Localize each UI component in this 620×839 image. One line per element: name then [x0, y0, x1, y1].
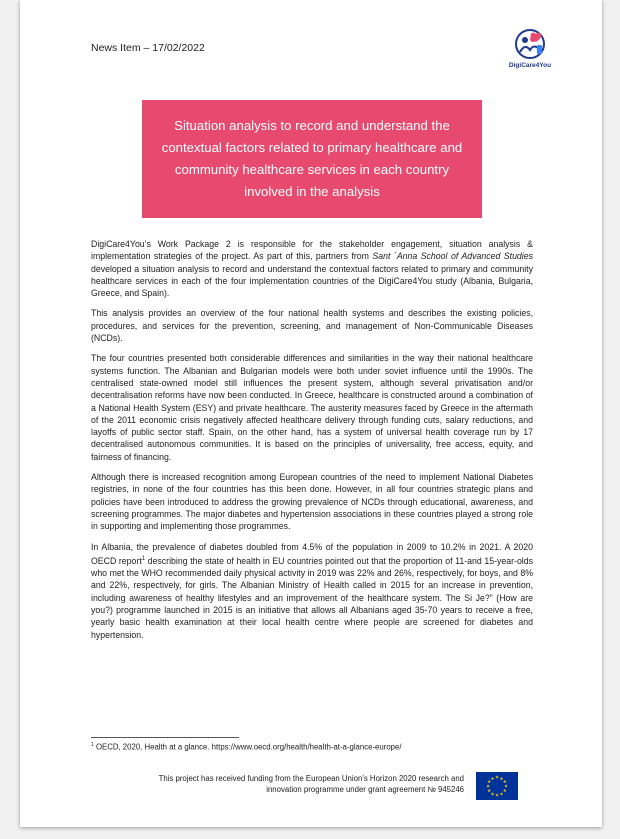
- eu-star-icon: ★: [490, 791, 495, 797]
- logo-emblem-icon: [514, 28, 546, 60]
- footnote-divider: [91, 737, 239, 738]
- paragraph-3: The four countries presented both considerable differences and similarities in the way their national healthcare systems function. The Albanian and Bulgarian models were both under soviet influence until the 1990s. The centralised state-owned model still influences the present system, although several privatisation and/or decentralisation reforms have now been conducted. In Greece, healthcare is constructed around a combination of a National Health System (ESY) and private healthcare. The austerity measures faced by Greece in the aftermath of the 2011 economic crisis negatively affected healthcare delivery through funding cuts, salary reductions, and layoffs of public sector staff. Spain, on the other hand, has a system of universal health coverage run by 17 decentralised autonomous communities. It is based on the principles of universality, free access, equity, and fairness of financing.: [91, 353, 533, 462]
- document-page: [20, 0, 602, 827]
- eu-star-icon: ★: [490, 775, 495, 781]
- eu-star-icon: ★: [487, 788, 492, 794]
- paragraph-5: In Albania, the prevalence of diabetes doubled from 4.5% of the population in 2009 to 10.2% in 2021. A 2020 OECD report$^1$ describing the state of health in EU countries pointed out that the proportion of 11-and 15-year-olds who met the WHO recommended daily physical activity in 2019 was 22% and 26%, respectively, for boys, and 8% and 22%, respectively, for girls. The Albanian Ministry of Health called in 2015 for an increase in prevention, including awareness of healthy lifestyles and an improvement of the healthcare system. The Si Je?” (How are you?) programme launched in 2015 is an initiative that allows all Albanians aged 35-70 years to receive a free, yearly basic health examination at their local health centre where people are screened for diabetes and hypertension.: [91, 541, 533, 640]
- eu-star-icon: ★: [487, 779, 492, 785]
- footnote: $^1$ OECD, 2020, Health at a glance. https://www.oecd.org/health/health-at-a-glance-europe/: [91, 742, 402, 752]
- eu-star-icon: ★: [494, 774, 500, 780]
- logo-text: DigiCare4You: [508, 62, 552, 69]
- footnote-reference: 1: [141, 555, 146, 562]
- eu-star-icon: ★: [494, 792, 500, 798]
- article-body: [91, 238, 533, 649]
- eu-star-icon: ★: [485, 783, 491, 789]
- institution-name: Sant ´Anna School of Advanced Studies: [372, 251, 533, 262]
- funding-statement: This project has received funding from the European Union’s Horizon 2020 research and innovation programme under grant agreement № 945246: [158, 774, 464, 794]
- paragraph-2: This analysis provides an overview of the four national health systems and describes the existing policies, procedures, and services for the prevention, screening, and management of Non-Communicable Diseases (NCDs).: [91, 308, 533, 344]
- eu-star-icon: ★: [499, 775, 504, 781]
- eu-star-icon: ★: [502, 788, 507, 794]
- news-date: News Item – 17/02/2022: [91, 42, 205, 54]
- paragraph-1: DigiCare4You’s Work Package 2 is responsible for the stakeholder engagement, situation analysis & implementation strategies of the project. As part of this, partners from Sant ´Anna School of Advanced Studies developed a situation analysis to record and understand the contextual factors related to primary and community healthcare services in each of the four implementation countries of the DigiCare4You study (Albania, Bulgaria, Greece, and Spain).: [91, 239, 533, 299]
- eu-star-icon: ★: [499, 791, 504, 797]
- title-banner: [142, 100, 482, 218]
- paragraph-4: Although there is increased recognition among European countries of the need to implement National Diabetes registries, in none of the four countries has this been done. However, in all four countries strategic plans and policies have been introduced to address the growing prevalence of NCDs through educational, awareness, and screening programmes. The major diabetes and hypertension associations in these countries played a strong role in supporting and implementing those programmes.: [91, 472, 533, 532]
- eu-star-icon: ★: [502, 779, 507, 785]
- digicare4you-logo: [498, 28, 562, 74]
- banner-title: Situation analysis to record and understand the contextual factors related to primary healthcare and community healthcare services in each country involved in the analysis: [161, 118, 463, 199]
- eu-flag-icon: [476, 772, 518, 800]
- eu-star-icon: ★: [503, 783, 509, 789]
